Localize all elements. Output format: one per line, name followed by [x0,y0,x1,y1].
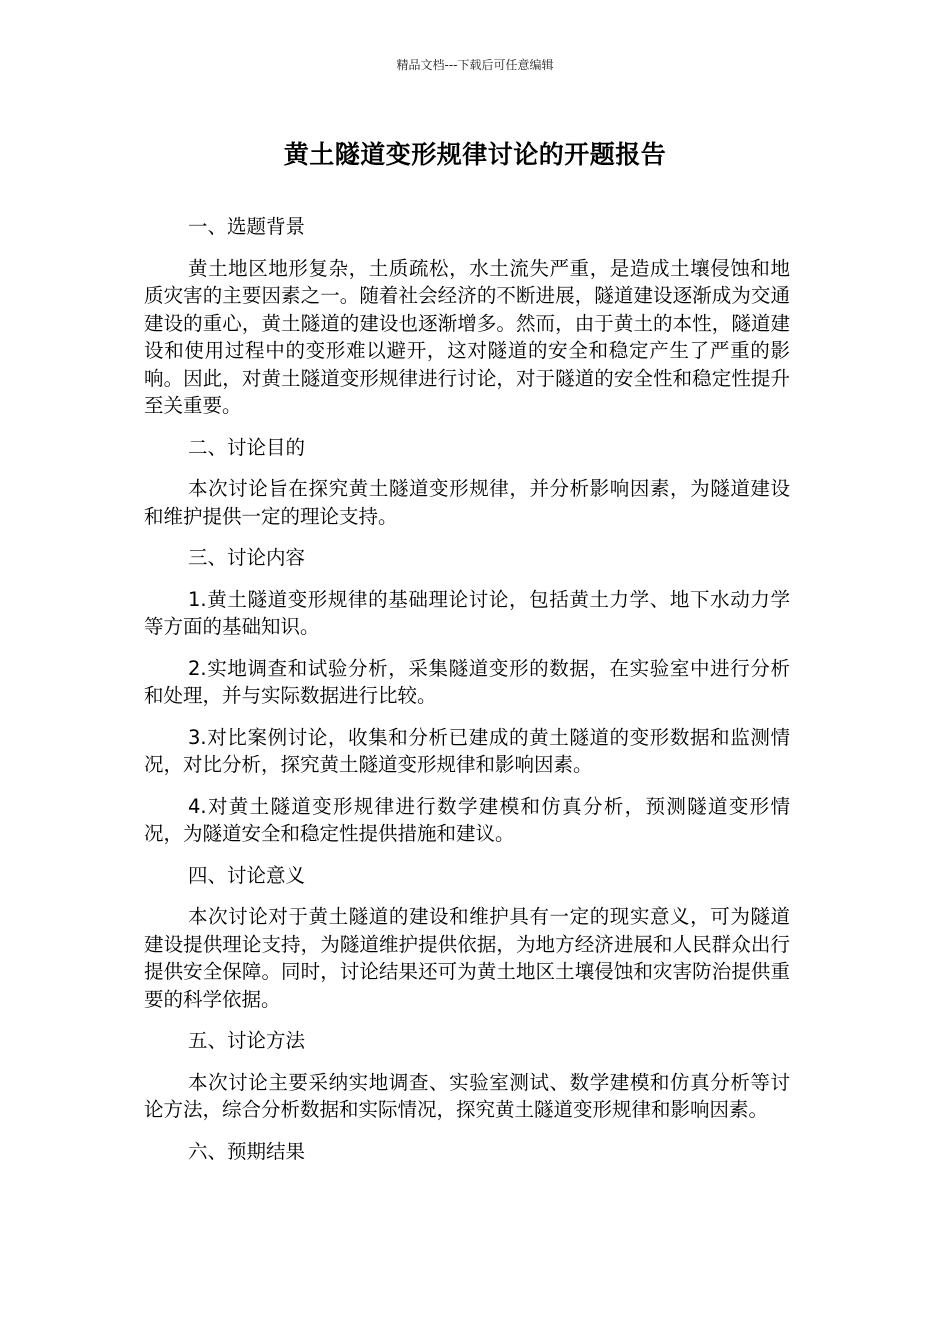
background-paragraph: 黄土地区地形复杂，土质疏松，水土流失严重，是造成土壤侵蚀和地质灾害的主要因素之一。随着社会经济的不断进展，隧道建设逐渐成为交通建设的重心，黄土隧道的建设也逐渐增多。然而，由于黄土的本性，隧道建设和使用过程中的变形难以避开，这对隧道的安全和稳定产生了严重的影响。因此，对黄土隧道变形规律进行讨论，对于隧道的安全性和稳定性提升至关重要。 [144,256,790,417]
document-title: 黄土隧道变形规律讨论的开题报告 [283,140,667,169]
section-heading-significance: 四、讨论意义 [188,863,306,887]
content-item: 3.对比案例讨论，收集和分析已建成的黄土隧道的变形数据和监测情况，对比分析，探究黄土隧道变形规律和影响因素。 [144,725,790,776]
content-item: 2.实地调查和试验分析，采集隧道变形的数据，在实验室中进行分析和处理，并与实际数据进行比较。 [144,656,790,707]
content-item: 4.对黄土隧道变形规律进行数学建模和仿真分析，预测隧道变形情况，为隧道安全和稳定性提供措施和建议。 [144,794,790,845]
method-paragraph: 本次讨论主要采纳实地调查、实验室测试、数学建模和仿真分析等讨论方法，综合分析数据和实际情况，探究黄土隧道变形规律和影响因素。 [144,1070,790,1121]
header-note: 精品文档---下载后可任意编辑 [396,58,554,72]
section-heading-background: 一、选题背景 [188,215,306,238]
content-item: 1.黄土隧道变形规律的基础理论讨论，包括黄土力学、地下水动力学等方面的基础知识。 [144,587,790,638]
document-body [144,213,790,1179]
purpose-paragraph: 本次讨论旨在探究黄土隧道变形规律，并分析影响因素，为隧道建设和维护提供一定的理论支持。 [144,477,790,528]
section-heading-results: 六、预期结果 [188,1139,306,1163]
significance-paragraph: 本次讨论对于黄土隧道的建设和维护具有一定的现实意义，可为隧道建设提供理论支持，为隧道维护提供依据，为地方经济进展和人民群众出行提供安全保障。同时，讨论结果还可为黄土地区土壤侵蚀和灾害防治提供重要的科学依据。 [144,905,790,1011]
section-heading-purpose: 二、讨论目的 [188,435,306,459]
section-heading-content: 三、讨论内容 [188,546,306,569]
section-heading-method: 五、讨论方法 [188,1029,306,1052]
